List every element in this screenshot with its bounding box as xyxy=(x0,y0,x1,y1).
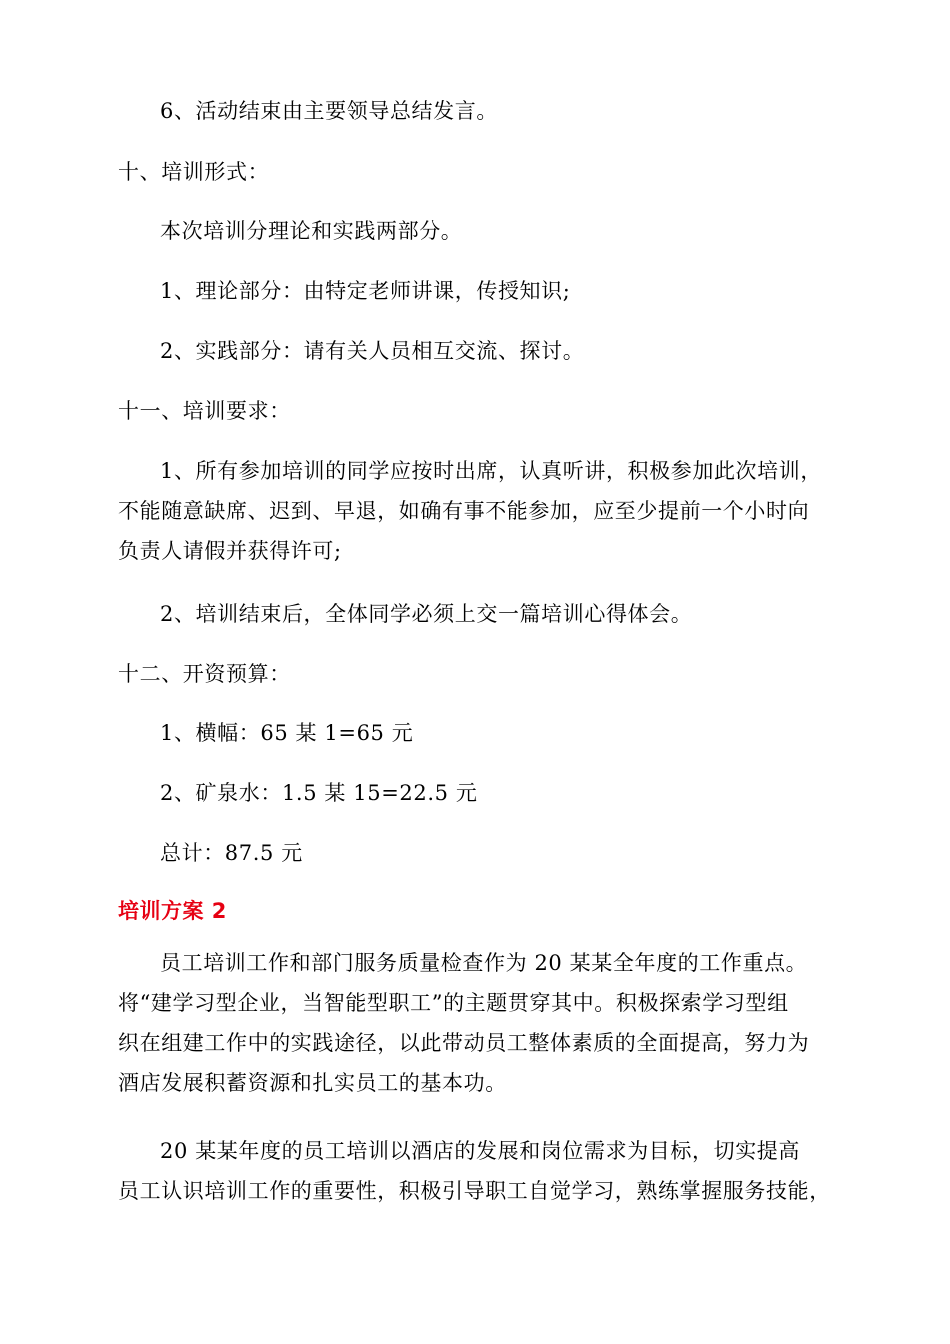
budget-total: 总计：87.5 元 xyxy=(160,841,303,865)
paragraph-line: 20 某某年度的员工培训以酒店的发展和岗位需求为目标，切实提高 xyxy=(160,1139,800,1163)
list-item: 2、培训结束后，全体同学必须上交一篇培训心得体会。 xyxy=(160,602,693,626)
list-item: 1、所有参加培训的同学应按时出席，认真听讲，积极参加此次培训， xyxy=(160,459,822,483)
section-title: 培训方案 2 xyxy=(118,899,227,923)
paragraph-line: 本次培训分理论和实践两部分。 xyxy=(160,219,463,243)
section-heading-11: 十一、培训要求： xyxy=(118,399,291,423)
list-item: 1、理论部分：由特定老师讲课，传授知识; xyxy=(160,279,571,303)
budget-item: 2、矿泉水：1.5 某 15=22.5 元 xyxy=(160,781,478,805)
paragraph-line: 负责人请假并获得许可; xyxy=(118,539,342,563)
budget-item: 1、横幅：65 某 1=65 元 xyxy=(160,721,414,745)
section-heading-10: 十、培训形式： xyxy=(118,160,270,184)
paragraph-line: 织在组建工作中的实践途径，以此带动员工整体素质的全面提高，努力为 xyxy=(118,1031,810,1055)
list-item: 2、实践部分：请有关人员相互交流、探讨。 xyxy=(160,339,585,363)
paragraph-line: 员工认识培训工作的重要性，积极引导职工自觉学习，熟练掌握服务技能， xyxy=(118,1179,831,1203)
paragraph-line: 酒店发展积蓄资源和扎实员工的基本功。 xyxy=(118,1071,507,1095)
paragraph-line: 将“建学习型企业，当智能型职工”的主题贯穿其中。积极探索学习型组 xyxy=(118,991,789,1015)
paragraph-line: 员工培训工作和部门服务质量检查作为 20 某某全年度的工作重点。 xyxy=(160,951,808,975)
paragraph-line: 不能随意缺席、迟到、早退，如确有事不能参加，应至少提前一个小时向 xyxy=(118,499,810,523)
paragraph-line: 6、活动结束由主要领导总结发言。 xyxy=(160,99,498,123)
section-heading-12: 十二、开资预算： xyxy=(118,662,291,686)
